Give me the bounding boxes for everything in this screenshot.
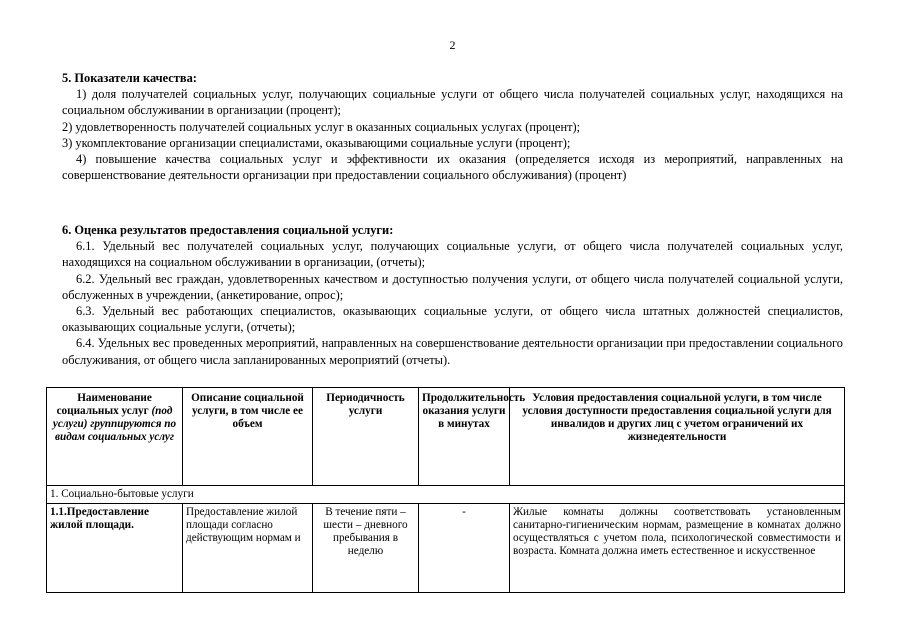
quality-item-2: 2) удовлетворенность получателей социальных услуг в оказанных социальных услугах (процент); [62, 119, 581, 134]
section-results-evaluation [62, 222, 843, 368]
section-quality-indicators [62, 70, 843, 183]
header-service-name [47, 388, 183, 486]
service-description-text: Предоставление жилой площади согласно действующим нормам и [186, 506, 301, 544]
header-service-name-main: Наименование социальных услуг [56, 392, 152, 417]
page-number: 2 [449, 38, 456, 52]
section-5-title: 5. Показатели качества: [62, 71, 197, 85]
quality-item-1: 1) доля получателей социальных услуг, получающих социальные услуги от общего числа получателей социальных услуг, находящихся на социальном обслуживании в организации (процент); [62, 87, 843, 118]
service-periodicity-cell [313, 504, 419, 593]
header-description: Описание социальной услуги, в том числе ее объем [183, 388, 313, 486]
services-table [46, 387, 845, 593]
table-row [47, 504, 845, 593]
header-duration: Продолжительность оказания услуги в минутах [419, 388, 510, 486]
header-service-name-note: (под услуги) группируются по видам социальных услуг [52, 405, 177, 443]
quality-item-4: 4) повышение качества социальных услуг и эффективности их оказания (определяется исходя из мероприятий, направленных на совершенствование деятельности организации при предоставлении социального обслуживания) (процент) [62, 152, 843, 183]
section-6-title: 6. Оценка результатов предоставления социальной услуги: [62, 223, 394, 237]
evaluation-item-3: 6.3. Удельный вес работающих специалистов, оказывающих социальные услуги, от общего числа штатных должностей специалистов, оказывающих социальные услуги, (отчеты); [62, 304, 843, 335]
evaluation-item-4: 6.4. Удельных вес проведенных мероприятий, направленных на совершенствование деятельности организации при предоставлении социального обслуживания, от общего числа запланированных мероприятий (отчеты). [62, 336, 843, 367]
header-periodicity: Периодичность услуги [313, 388, 419, 486]
evaluation-item-2: 6.2. Удельный вес граждан, удовлетворенных качеством и доступностью получения услуги, от общего числа получателей социальной услуги, обслуженных в учреждении, (анкетирование, опрос); [62, 271, 843, 302]
table-group-row [47, 486, 845, 504]
header-conditions: Условия предоставления социальной услуги, в том числе условия доступности предоставления социальной услуги для инвалидов и других лиц с учетом ограничений их жизнедеятельности [510, 388, 845, 486]
service-periodicity-text: В течение пяти – шести – дневного пребывания в неделю [323, 506, 408, 557]
quality-item-3: 3) укомплектование организации специалистами, оказывающими социальные услуги (процент); [62, 135, 571, 150]
evaluation-item-1: 6.1. Удельный вес получателей социальных услуг, получающих социальные услуги, от общего числа получателей социальных услуг, находящихся на социальном обслуживании в организации, (отчеты); [62, 239, 843, 270]
table-header-row [47, 388, 845, 486]
group-social-household: 1. Социально-бытовые услуги [47, 486, 845, 504]
service-description-cell [183, 504, 313, 593]
service-duration-cell: - [419, 504, 510, 593]
service-conditions-text: Жилые комнаты должны соответствовать установленным санитарно-гигиеническим нормам, размещение в комнатах должно осуществляться с учетом пола, психологической совместимости и возраста. Комната должна иметь естественное и искусственное [513, 506, 841, 557]
service-conditions-cell [510, 504, 845, 593]
service-name-cell: 1.1.Предоставление жилой площади. [47, 504, 183, 593]
